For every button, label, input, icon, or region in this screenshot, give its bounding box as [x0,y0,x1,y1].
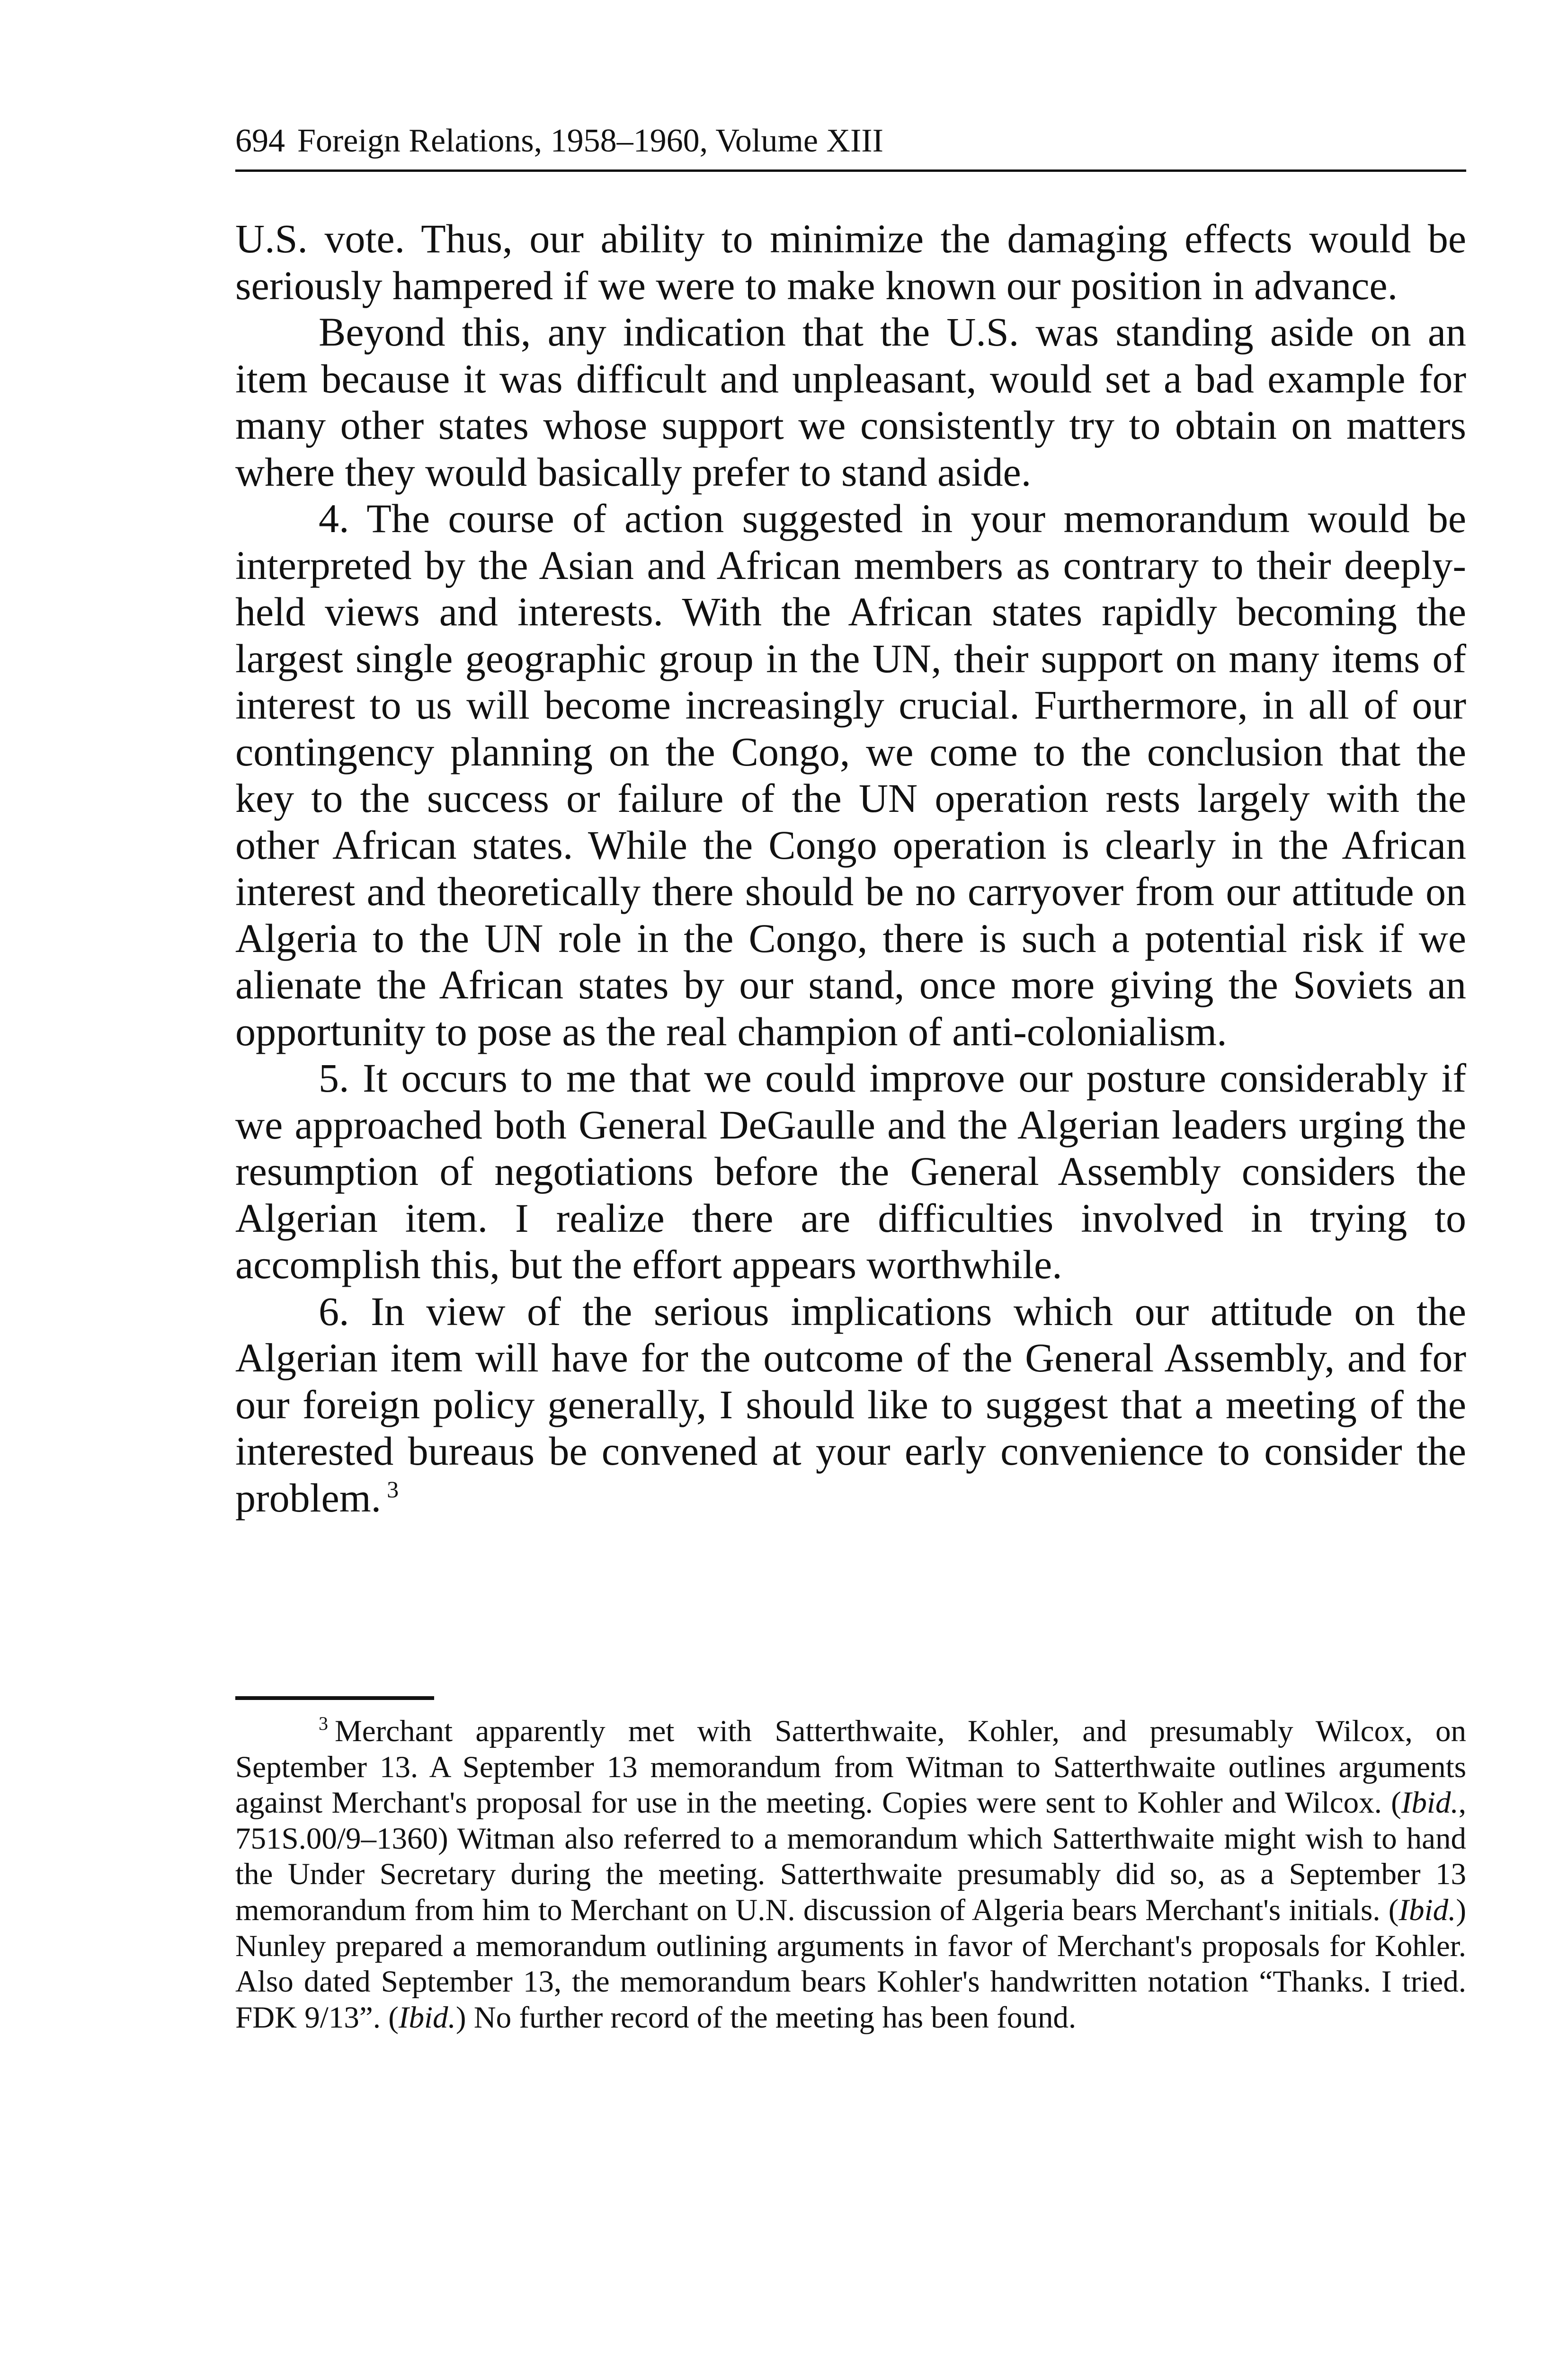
body-text [235,215,1466,1521]
body-paragraph: Beyond this, any indication that the U.S. was standing aside on an item because it was difficult and unpleasant, would set a bad example for many other states whose support we consistently try to obtain on matters where they would basically prefer to stand aside. [235,309,1466,495]
footnote-text: , 751S.00/9–1360) Witman also referred to a memorandum which Satterthwaite might wish to hand the Under Secretary during the meeting. Satterthwaite presumably did so, as a September 13 memorandum from him to Merchant on U.N. discussion of Algeria bears Merchant's initials. ( [235,1786,1466,1927]
footnote-rule [235,1696,434,1700]
footnote-text: Merchant apparently met with Satterthwaite, Kohler, and presumably Wilcox, on September 13. A September 13 memorandum from Witman to Satterthwaite outlines arguments against Merchant's proposal for use in the meeting. Copies were sent to Kohler and Wilcox. ( [235,1714,1466,1820]
footnote-text: ) Nunley prepared a memorandum outlining arguments in favor of Merchant's proposals for Kohler. Also dated September 13, the memorandum bears Kohler's handwritten notation “Thanks. I tried. FDK 9/13”. ( [235,1893,1466,2035]
running-header [235,117,1466,165]
header-rule [235,169,1466,172]
paragraph-5: 5. It occurs to me that we could improve our posture considerably if we approached both General DeGaulle and the Algerian leaders urging the resumption of negotiations before the General Assembly considers the Algerian item. I realize there are difficulties involved in trying to accomplish this, but the effort appears worthwhile. [235,1055,1466,1287]
footnote-reference: 3 [387,1476,399,1503]
paragraph-6-text: 6. In view of the serious implications which our attitude on the Algerian item will have for the outcome of the General Assembly, and for our foreign policy generally, I should like to suggest that a meeting of the interested bureaus be convened at your early convenience to consider the problem. [235,1288,1466,1521]
page-number: 694 [235,123,285,159]
running-title: Foreign Relations, 1958–1960, Volume XIII [297,123,883,159]
ibid-citation: Ibid. [1401,1786,1459,1820]
ibid-citation: Ibid. [398,2000,456,2035]
footnote-marker: 3 [319,1713,328,1734]
ibid-citation: Ibid. [1399,1893,1456,1927]
footnote [235,1714,1466,2036]
paragraph-4: 4. The course of action suggested in your memorandum would be interpreted by the Asian and African members as contrary to their deeply-held views and interests. With the African states rapidly becoming the largest single geographic group in the UN, their support on many items of interest to us will become increasingly crucial. Furthermore, in all of our contingency planning on the Congo, we come to the conclusion that the key to the success or failure of the UN operation rests largely with the other African states. While the Congo operation is clearly in the African interest and theoretically there should be no carryover from our attitude on Algeria to the UN role in the Congo, there is such a potential risk if we alienate the African states by our stand, once more giving the Soviets an opportunity to pose as the real champion of anti-colonialism. [235,496,1466,1054]
footnote-text: ) No further record of the meeting has been found. [455,2000,1077,2035]
body-paragraph-continued: U.S. vote. Thus, our ability to minimize the damaging effects would be seriously hampered if we were to make known our position in advance. [235,216,1466,308]
paragraph-6 [235,1288,1466,1522]
